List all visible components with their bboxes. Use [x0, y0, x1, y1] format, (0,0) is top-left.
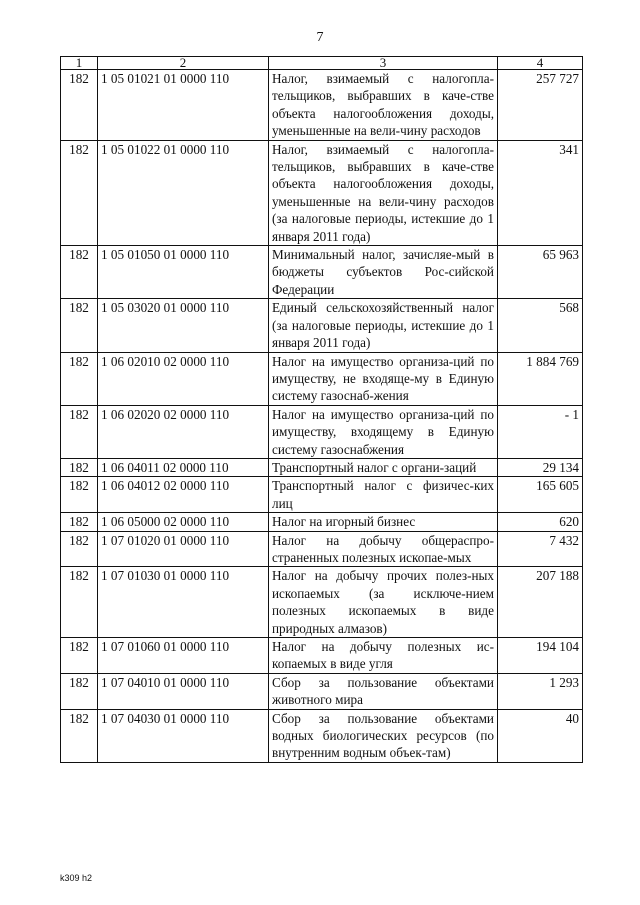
header-col-3: 3 — [269, 57, 498, 70]
table-row — [61, 567, 583, 638]
revenue-name-cell: Налог на добычу полезных ис-копаемых в виде угля — [269, 638, 498, 674]
amount-cell: 7 432 — [498, 531, 583, 567]
revenue-name-cell: Налог на добычу общераспро-страненных полезных ископае-мых — [269, 531, 498, 567]
budget-code-cell: 1 07 01060 01 0000 110 — [98, 638, 269, 674]
amount-cell: 194 104 — [498, 638, 583, 674]
budget-code-cell: 1 06 02020 02 0000 110 — [98, 405, 269, 458]
admin-code-cell: 182 — [61, 673, 98, 709]
budget-code-cell: 1 06 04012 02 0000 110 — [98, 477, 269, 513]
budget-code-cell: 1 06 04011 02 0000 110 — [98, 458, 269, 476]
revenue-name-cell: Транспортный налог с физичес-ких лиц — [269, 477, 498, 513]
revenue-name-cell: Налог на имущество организа-ций по имуществу, входящему в Единую систему газоснабжения — [269, 405, 498, 458]
revenue-name-cell: Сбор за пользование объектами животного мира — [269, 673, 498, 709]
admin-code-cell: 182 — [61, 405, 98, 458]
admin-code-cell: 182 — [61, 567, 98, 638]
revenue-name-cell: Налог на имущество организа-ций по имуществу, не входяще-му в Единую систему газоснаб-жения — [269, 352, 498, 405]
budget-code-cell: 1 05 01050 01 0000 110 — [98, 246, 269, 299]
header-col-1: 1 — [61, 57, 98, 70]
amount-cell: 341 — [498, 140, 583, 245]
amount-cell: 207 188 — [498, 567, 583, 638]
revenue-name-cell: Налог на добычу прочих полез-ных ископаемых (за исключе-нием полезных ископаемых в виде природных алмазов) — [269, 567, 498, 638]
header-col-2: 2 — [98, 57, 269, 70]
table-row — [61, 477, 583, 513]
table-row — [61, 673, 583, 709]
amount-cell: - 1 — [498, 405, 583, 458]
budget-code-cell: 1 07 04030 01 0000 110 — [98, 709, 269, 762]
amount-cell: 65 963 — [498, 246, 583, 299]
footer-code: k309 h2 — [60, 873, 93, 883]
revenue-name-cell: Налог, взимаемый с налогопла-тельщиков, выбравших в каче-стве объекта налогообложения доходы, уменьшенные на вели-чину расходов (за налоговые периоды, истекшие до 1 января 2011 года) — [269, 140, 498, 245]
admin-code-cell: 182 — [61, 709, 98, 762]
amount-cell: 1 884 769 — [498, 352, 583, 405]
admin-code-cell: 182 — [61, 352, 98, 405]
admin-code-cell: 182 — [61, 477, 98, 513]
budget-code-cell: 1 07 04010 01 0000 110 — [98, 673, 269, 709]
revenue-name-cell: Единый сельскохозяйственный налог (за налоговые периоды, истекшие до 1 января 2011 года) — [269, 299, 498, 352]
table-row — [61, 709, 583, 762]
table-row — [61, 458, 583, 476]
revenue-name-cell: Налог, взимаемый с налогопла-тельщиков, выбравших в каче-стве объекта налогообложения доходы, уменьшенные на вели-чину расходов — [269, 70, 498, 141]
revenue-name-cell: Транспортный налог с органи-заций — [269, 458, 498, 476]
budget-revenue-table — [60, 56, 583, 763]
header-col-4: 4 — [498, 57, 583, 70]
revenue-name-cell: Минимальный налог, зачисляе-мый в бюджеты субъектов Рос-сийской Федерации — [269, 246, 498, 299]
revenue-name-cell: Сбор за пользование объектами водных биологических ресурсов (по внутренним водным объек-там) — [269, 709, 498, 762]
table-row — [61, 246, 583, 299]
table-row — [61, 638, 583, 674]
page-number: 7 — [316, 30, 324, 45]
amount-cell: 1 293 — [498, 673, 583, 709]
budget-code-cell: 1 05 01022 01 0000 110 — [98, 140, 269, 245]
budget-code-cell: 1 05 03020 01 0000 110 — [98, 299, 269, 352]
admin-code-cell: 182 — [61, 70, 98, 141]
admin-code-cell: 182 — [61, 299, 98, 352]
table-header-row — [61, 57, 583, 70]
table-row — [61, 70, 583, 141]
amount-cell: 165 605 — [498, 477, 583, 513]
admin-code-cell: 182 — [61, 140, 98, 245]
admin-code-cell: 182 — [61, 638, 98, 674]
budget-code-cell: 1 06 02010 02 0000 110 — [98, 352, 269, 405]
table-row — [61, 140, 583, 245]
amount-cell: 40 — [498, 709, 583, 762]
table-row — [61, 513, 583, 531]
amount-cell: 29 134 — [498, 458, 583, 476]
amount-cell: 568 — [498, 299, 583, 352]
budget-code-cell: 1 07 01020 01 0000 110 — [98, 531, 269, 567]
admin-code-cell: 182 — [61, 531, 98, 567]
budget-code-cell: 1 06 05000 02 0000 110 — [98, 513, 269, 531]
budget-code-cell: 1 07 01030 01 0000 110 — [98, 567, 269, 638]
budget-code-cell: 1 05 01021 01 0000 110 — [98, 70, 269, 141]
table-row — [61, 531, 583, 567]
admin-code-cell: 182 — [61, 458, 98, 476]
amount-cell: 620 — [498, 513, 583, 531]
revenue-name-cell: Налог на игорный бизнес — [269, 513, 498, 531]
table-row — [61, 405, 583, 458]
admin-code-cell: 182 — [61, 513, 98, 531]
admin-code-cell: 182 — [61, 246, 98, 299]
table-row — [61, 299, 583, 352]
table-body — [61, 70, 583, 763]
table-row — [61, 352, 583, 405]
amount-cell: 257 727 — [498, 70, 583, 141]
